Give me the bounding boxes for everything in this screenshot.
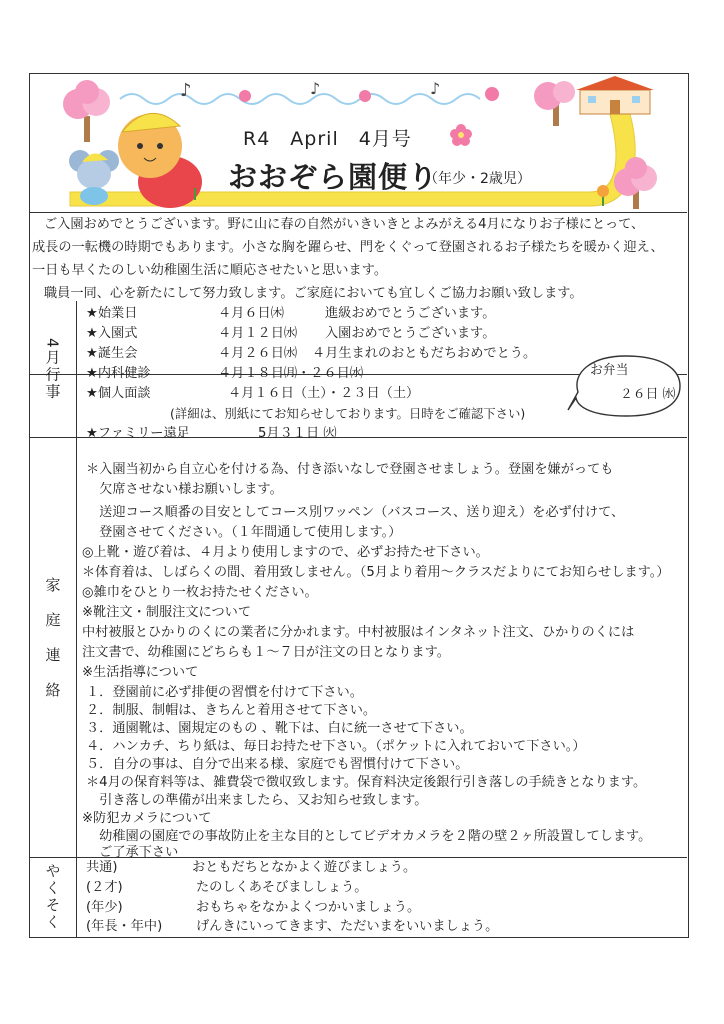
event-date: ４月１６日（土）・２３日（土） bbox=[228, 386, 420, 401]
event-note: 入園おめでとうございます。 bbox=[325, 326, 496, 341]
event-name: ★入園式 bbox=[86, 326, 138, 341]
event-note: ４月生まれのおともだちおめでとう。 bbox=[312, 346, 537, 361]
note-line: ＊入園当初から自立心を付ける為、付き添いなしで登園させましょう。登園を嫌がっても bbox=[86, 462, 614, 477]
event-name: ★誕生会 bbox=[86, 346, 138, 361]
event-name: ★個人面談 bbox=[86, 386, 151, 401]
note-line: ◎雑巾をひとり一枚お持たせください。 bbox=[82, 585, 318, 600]
note-line: ※防犯カメラについて bbox=[82, 811, 212, 826]
note-line: 引き落しの準備が出来ましたら、又お知らせ致します。 bbox=[86, 793, 428, 808]
note-line: 送迎コース順番の目安としてコース別ワッペン（バスコース、送り迎え）を必ず付けて、 bbox=[86, 505, 625, 520]
newsletter-title: おおぞら園便り bbox=[228, 160, 439, 194]
note-line: ２．制服、制帽は、きちんと着用させて下さい。 bbox=[86, 703, 377, 718]
event-detail-note: (詳細は、別紙にてお知らせしております。日時をご確認下さい) bbox=[170, 406, 526, 421]
note-line: ＊4月の保育料等は、雑費袋で徴収致します。保育料決定後銀行引き落しの手続きとなります。 bbox=[86, 775, 647, 790]
lunch-date: ２６日 ㈬ bbox=[620, 387, 676, 402]
note-line: 欠席させない様お願いします。 bbox=[86, 482, 283, 497]
wavy-line bbox=[120, 94, 480, 104]
note-line: 登園させてください。（１年間通して使用します。） bbox=[86, 525, 402, 540]
promises-section bbox=[30, 857, 687, 937]
note-line: 中村被服とひかりのくにの業者に分かれます。中村被服はインタネット注文、ひかりのくには bbox=[82, 625, 635, 640]
event-date: ４月１２日㈬ bbox=[218, 326, 298, 341]
note-line: １．登園前に必ず排便の習慣を付けて下さい。 bbox=[86, 685, 363, 700]
family-notes-section bbox=[30, 437, 687, 858]
promise-text: おともだちとなかよく遊びましょう。 bbox=[192, 860, 417, 875]
note-line: ※生活指導について bbox=[82, 665, 199, 680]
events-label: 4月行事 bbox=[30, 301, 77, 437]
newsletter-subtitle: （年少・2歳児） bbox=[424, 171, 531, 187]
intro-line: ご入園おめでとうございます。野に山に春の自然がいきいきとよみがえる4月になりお子様にとって、 bbox=[44, 217, 645, 232]
sakura-icon bbox=[450, 124, 472, 146]
event-name: ★始業日 bbox=[86, 306, 138, 321]
newsletter-frame bbox=[29, 73, 689, 938]
promise-group: (２才) bbox=[86, 880, 123, 895]
note-line: 幼稚園の園庭での事故防止を主な目的としてビデオカメラを２階の壁２ヶ所設置してします。 bbox=[86, 829, 652, 844]
promise-group: 共通) bbox=[86, 860, 118, 875]
note-line: ※靴注文・制服注文について bbox=[82, 605, 252, 620]
cherry-tree-icon bbox=[63, 80, 110, 142]
event-date: ４月１８日㈪・２６日㈬ bbox=[218, 366, 364, 381]
promise-text: たのしくあそびまししょう。 bbox=[196, 880, 368, 895]
issue-line: R4 April 4月号 bbox=[243, 128, 412, 150]
intro-line: 職員一同、心を新たにして努力致します。ご家庭においても宜しくご協力お願い致します。 bbox=[44, 286, 583, 301]
event-name: ★内科健診 bbox=[86, 366, 151, 381]
promises-label: やくそく bbox=[30, 857, 77, 937]
event-date: ４月６日㈭ bbox=[218, 306, 284, 321]
music-note-icon: ♪ bbox=[430, 79, 441, 98]
promise-group: (年長・年中) bbox=[86, 919, 163, 934]
event-note: 進級おめでとうございます。 bbox=[325, 306, 496, 321]
family-notes-label: 家庭連絡 bbox=[30, 437, 77, 857]
note-line: ＊体育着は、しばらくの間、着用致しません。（5月より着用～クラスだよりにてお知らせします。） bbox=[82, 565, 670, 580]
event-date: ４月２６日㈬ bbox=[218, 346, 298, 361]
event-date: 5月３１日 ㈫ bbox=[258, 426, 337, 441]
promise-text: おもちゃをなかよくつかいましょう。 bbox=[196, 900, 421, 915]
event-name: ★ファミリー遠足 bbox=[86, 426, 190, 441]
promise-group: (年少) bbox=[86, 900, 123, 915]
music-note-icon: ♪ bbox=[180, 80, 192, 101]
note-line: ４．ハンカチ、ちり紙は、毎日お持たせ下さい。（ポケットに入れておいて下さい。） bbox=[86, 739, 586, 754]
note-line: 注文書で、幼稚園にどちらも１～７日が注文の日となります。 bbox=[82, 645, 450, 660]
lunch-bubble bbox=[566, 352, 684, 422]
school-building-icon bbox=[576, 76, 654, 114]
note-line: ご了承下さい bbox=[86, 845, 179, 860]
lunch-label: お弁当 bbox=[590, 363, 629, 378]
music-note-icon: ♪ bbox=[310, 79, 321, 98]
promise-text: げんきにいってきます、ただいまをいいましょう。 bbox=[196, 919, 499, 934]
cherry-tree-icon bbox=[534, 81, 575, 126]
note-line: ◎上靴・遊び着は、４月より使用しますので、必ずお持たせ下さい。 bbox=[82, 545, 489, 560]
intro-line: 成長の一転機の時期でもあります。小さな胸を躍らせ、門をくぐって登園されるお子様たちを暖かく迎え、 bbox=[32, 240, 664, 255]
note-line: ５．自分の事は、自分で出来る様、家庭でも習慣付けて下さい。 bbox=[86, 757, 469, 772]
note-line: ３．通園靴は、園規定のもの 、靴下は、白に統一させて下さい。 bbox=[86, 721, 473, 736]
intro-line: 一日も早くたのしい幼稚園生活に順応させたいと思います。 bbox=[32, 263, 388, 278]
